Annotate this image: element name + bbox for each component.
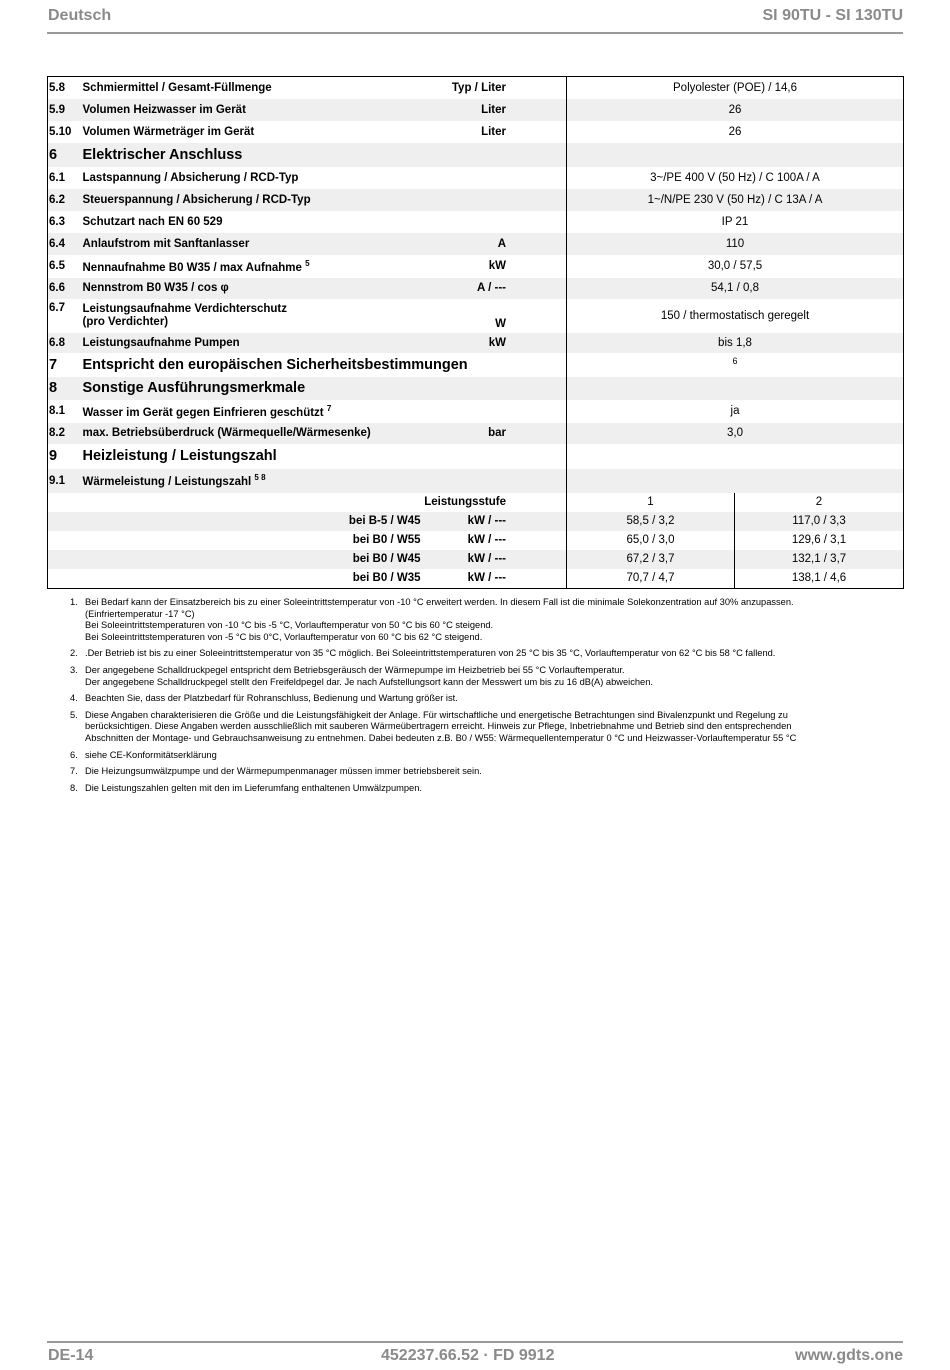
perf-unit: kW / ---: [467, 572, 506, 585]
footnote-ref: 5: [305, 258, 310, 268]
footer-document-id: 452237.66.52 · FD 9912: [381, 1347, 555, 1364]
row-value: ja: [567, 400, 904, 423]
row-unit: Liter: [481, 125, 506, 138]
perf-value-1: 65,0 / 3,0: [567, 531, 735, 550]
header-language: Deutsch: [48, 7, 112, 24]
perf-unit: kW / ---: [421, 512, 567, 531]
spec-table-body: [48, 77, 904, 589]
section-row: [48, 143, 904, 167]
perf-value-1: 70,7 / 4,7: [567, 569, 735, 589]
row-number: 6.4: [48, 233, 81, 255]
row-value: 26: [567, 121, 904, 143]
footnote-item: [70, 693, 882, 705]
row-number: 6.1: [49, 171, 65, 184]
row-number: 6.5: [49, 260, 65, 272]
row-unit: Typ / Liter: [451, 81, 506, 94]
row-unit: A / ---: [421, 278, 567, 299]
section-row: [48, 377, 904, 400]
section-number: 9: [49, 448, 58, 464]
footnote-item: [70, 783, 882, 795]
row-unit: [421, 189, 567, 211]
footnote-line: Der angegebene Schalldruckpegel stellt den Freifeldpegel dar. Je nach Aufstellungsort kann der Messwert um bis zu 16 dB(A) abweichen.: [85, 676, 653, 687]
row-label: max. Betriebsüberdruck (Wärmequelle/Wärmesenke): [81, 423, 421, 444]
perf-condition: bei B-5 / W45: [81, 512, 421, 531]
section-title: Sonstige Ausführungsmerkmale: [81, 377, 421, 400]
row-value: [567, 143, 904, 167]
row-number: 5.10: [49, 125, 72, 138]
section-title: Entspricht den europäischen Sicherheitsbestimmungen: [82, 356, 468, 373]
row-value: bis 1,8: [567, 333, 904, 353]
footnote-line: Beachten Sie, dass der Platzbedarf für Rohranschluss, Bedienung und Wartung größer ist.: [85, 693, 458, 704]
row-value: IP 21: [567, 211, 904, 233]
perf-row: [48, 569, 904, 589]
row-number: 6.3: [49, 215, 65, 228]
row-label-line2: (pro Verdichter): [82, 315, 169, 328]
spec-row: [48, 77, 904, 99]
footnote-line: Diese Angaben charakterisieren die Größe und die Leistungsfähigkeit der Anlage. Für wirtschaftliche und energetische Betrachtungen sind Bivalenzpunkt und Regelung zu: [85, 709, 788, 720]
footnote-line: siehe CE-Konformitätserklärung: [85, 749, 217, 760]
row-value: 30,0 / 57,5: [567, 255, 904, 278]
row-label: Volumen Heizwasser im Gerät: [81, 99, 421, 121]
footnote-number: 1.: [70, 597, 78, 607]
row-label: [81, 469, 421, 493]
footnote-line: Die Heizungsumwälzpumpe und der Wärmepumpenmanager müssen immer betriebsbereit sein.: [85, 766, 482, 777]
row-unit: [421, 167, 567, 189]
row-value: [567, 377, 904, 400]
row-number: 5.8: [49, 81, 65, 94]
empty-cell: [48, 512, 81, 531]
footnote-line: Die Leistungszahlen gelten mit den im Lieferumfang enthaltenen Umwälzpumpen.: [85, 782, 422, 793]
row-label: Lastspannung / Absicherung / RCD-Typ: [82, 171, 299, 184]
footnote-line: Der angegebene Schalldruckpegel entspricht dem Betriebsgeräusch der Wärmepumpe im Heizbetrieb bei 55 °C Vorlauftemperatur.: [85, 664, 625, 675]
perf-value-1: 67,2 / 3,7: [567, 550, 735, 569]
row-unit: A: [421, 233, 567, 255]
header-model: SI 90TU - SI 130TU: [762, 7, 903, 24]
perf-condition: bei B0 / W45: [81, 550, 421, 569]
spec-row: [48, 278, 904, 299]
perf-value-1: 58,5 / 3,2: [567, 512, 735, 531]
row-number: 6.2: [48, 189, 81, 211]
spec-row: [48, 99, 904, 121]
footnote-line: Abschnitten der Montage- und Gebrauchsanweisung zu entnehmen. Dabei bedeuten z.B. B0 / W55: Wärmequellentemperatur 0 °C und Heizwasser-Vorlauftemperatur 55 °C: [85, 732, 797, 743]
row-label: Leistungsaufnahme Pumpen: [81, 333, 421, 353]
row-unit: [421, 377, 567, 400]
row-unit: Liter: [421, 99, 567, 121]
row-label: Schmiermittel / Gesamt-Füllmenge: [82, 81, 272, 94]
spec-row: [48, 299, 904, 333]
row-label-text: Wärmeleistung / Leistungszahl: [82, 475, 252, 488]
perf-value-2: 132,1 / 3,7: [735, 550, 904, 569]
empty-cell: [81, 493, 421, 512]
row-number: 8.2: [48, 423, 81, 444]
row-value: 3,0: [567, 423, 904, 444]
footnote-item: [70, 665, 882, 688]
row-label: Nennstrom B0 W35 / cos φ: [81, 278, 421, 299]
row-value: 1~/N/PE 230 V (50 Hz) / C 13A / A: [567, 189, 904, 211]
footnotes: [70, 597, 882, 799]
section-title: Heizleistung / Leistungszahl: [82, 448, 277, 464]
perf-value-2: 129,6 / 3,1: [735, 531, 904, 550]
perf-value-2: 138,1 / 4,6: [735, 569, 904, 589]
perf-value-2: 117,0 / 3,3: [735, 512, 904, 531]
footnote-number: 6.: [70, 749, 78, 760]
row-label: [81, 400, 421, 423]
row-unit: [421, 211, 567, 233]
row-unit: kW: [421, 333, 567, 353]
footnote-line: Bei Soleeintrittstemperaturen von -10 °C bis -5 °C, Vorlauftemperatur von 50 °C bis 60 °C steigend.: [85, 620, 494, 631]
row-number: 9.1: [48, 469, 81, 493]
perf-condition: bei B0 / W55: [352, 534, 421, 546]
perf-unit: kW / ---: [467, 534, 506, 546]
row-number: 8.1: [49, 405, 65, 417]
row-unit: W: [495, 317, 506, 330]
row-value: [567, 469, 904, 493]
row-value: [567, 444, 904, 469]
row-label: Schutzart nach EN 60 529: [82, 215, 223, 228]
footnote-item: [70, 750, 882, 762]
row-value: 54,1 / 0,8: [567, 278, 904, 299]
footnote-line: berücksichtigen. Diese Angaben werden ausschließlich mit sauberen Wärmeübertragern erreicht. Hinweis zur Pflege, Inbetriebnahme und Betrieb sind den entsprechenden: [85, 721, 792, 732]
footnote-item: [70, 648, 882, 660]
footnote-line: .Der Betrieb ist bis zu einer Soleeintrittstemperatur von 35 °C möglich. Bei Soleeintrittstemperaturen von 25 °C bis 35 °C, Vorlauftemperatur von 62 °C bis 58 °C fallend.: [85, 648, 776, 659]
spec-row: [48, 233, 904, 255]
spec-row: [48, 211, 904, 233]
section-number: 7: [49, 356, 58, 373]
stage-col-1: 1: [567, 493, 735, 512]
footnote-number: 8.: [70, 782, 78, 793]
spec-row: [48, 469, 904, 493]
spec-row: [48, 167, 904, 189]
footnote-number: 4.: [70, 693, 78, 704]
row-label-text: Nennaufnahme B0 W35 / max Aufnahme: [82, 261, 302, 274]
row-label-text: Wasser im Gerät gegen Einfrieren geschützt: [82, 406, 324, 419]
row-number: 6.6: [48, 278, 81, 299]
row-unit: [421, 143, 567, 167]
row-unit: kW: [488, 260, 506, 272]
spec-row: [48, 189, 904, 211]
row-number: 6.7: [49, 301, 65, 314]
row-value: 150 / thermostatisch geregelt: [567, 299, 904, 333]
row-value: 26: [567, 99, 904, 121]
row-unit: [421, 444, 567, 469]
row-value: 6: [567, 353, 904, 377]
section-row: [48, 353, 904, 377]
row-number: 6.8: [48, 333, 81, 353]
empty-cell: [48, 569, 81, 589]
row-label: Anlaufstrom mit Sanftanlasser: [81, 233, 421, 255]
row-unit: [421, 400, 567, 423]
footnote-ref: 7: [326, 403, 332, 413]
stage-row: [48, 493, 904, 512]
empty-cell: [48, 493, 81, 512]
perf-unit: kW / ---: [421, 550, 567, 569]
row-value: 3~/PE 400 V (50 Hz) / C 100A / A: [567, 167, 904, 189]
footnote-number: 7.: [70, 766, 78, 777]
empty-cell: [48, 531, 81, 550]
row-number: 5.9: [48, 99, 81, 121]
footer-page-number: DE-14: [48, 1347, 94, 1364]
row-label: Steuerspannung / Absicherung / RCD-Typ: [81, 189, 421, 211]
section-row: [48, 444, 904, 469]
footnote-line: Bei Bedarf kann der Einsatzbereich bis zu einer Soleeintrittstemperatur von -10 °C erweitert werden. In diesem Fall ist die minimale Solekonzentration auf 30% anzupassen.: [85, 597, 794, 607]
perf-row: [48, 531, 904, 550]
row-label: [81, 255, 421, 278]
footnote-item: [70, 597, 882, 643]
stage-col-2: 2: [735, 493, 904, 512]
row-label-line1: Leistungsaufnahme Verdichterschutz: [82, 302, 287, 315]
header-divider: [47, 32, 903, 34]
footnote-number: 3.: [70, 664, 78, 675]
row-unit: [421, 469, 567, 493]
section-number: 6: [48, 143, 81, 167]
spec-row: [48, 255, 904, 278]
footnote-line: Bei Soleeintrittstemperaturen von -5 °C bis 0°C, Vorlauftemperatur von 60 °C bis 62 °C steigend.: [85, 631, 483, 642]
row-label: [81, 299, 421, 333]
perf-row: [48, 512, 904, 531]
footnote-line: (Einfriertemperatur -17 °C): [85, 608, 195, 619]
empty-cell: [48, 550, 81, 569]
perf-condition: bei B0 / W35: [352, 572, 421, 585]
section-number: 8: [48, 377, 81, 400]
row-value: 110: [567, 233, 904, 255]
row-label: Volumen Wärmeträger im Gerät: [82, 125, 255, 138]
spec-row: [48, 333, 904, 353]
spec-row: [48, 423, 904, 444]
footnote-ref: 5 8: [254, 473, 266, 483]
perf-row: [48, 550, 904, 569]
footer-divider: [47, 1341, 903, 1343]
row-value: Polyolester (POE) / 14,6: [567, 77, 904, 99]
stage-label: Leistungsstufe: [424, 496, 506, 508]
spec-row: [48, 400, 904, 423]
row-unit: bar: [421, 423, 567, 444]
footnote-number: 2.: [70, 648, 78, 659]
spec-row: [48, 121, 904, 143]
section-title: Elektrischer Anschluss: [81, 143, 421, 167]
spec-table: [47, 76, 904, 589]
footer-website: www.gdts.one: [795, 1347, 903, 1364]
footnote-item: [70, 766, 882, 778]
footnote-number: 5.: [70, 709, 78, 720]
footnote-item: [70, 710, 882, 745]
